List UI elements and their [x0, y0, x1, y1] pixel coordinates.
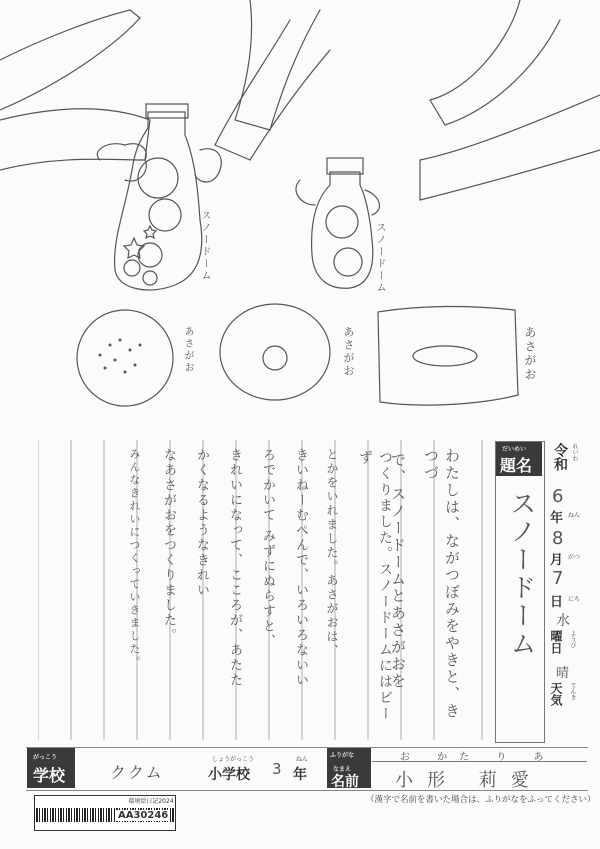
- essay-line-2: で、スノードームとあさがおを: [389, 452, 407, 690]
- date-year-ruby: ねん: [568, 512, 581, 519]
- date-month-ruby: がつ: [568, 554, 581, 561]
- date-weather-ruby: てんき: [569, 682, 576, 700]
- grade-unit: 年: [293, 767, 307, 783]
- essay-line-5: きいねーむぺんで、いろいろないい: [293, 448, 308, 688]
- date-weekday: 水: [556, 613, 572, 629]
- date-month-unit: 月: [550, 553, 564, 568]
- essay-line-3: つくりました。スノードームにはビーず: [357, 450, 393, 722]
- title-label-ruby: だいめい: [502, 446, 527, 453]
- date-day: 7: [552, 568, 566, 589]
- school-label-ruby: がっこう: [33, 754, 58, 761]
- date-year: 6: [552, 486, 566, 507]
- orange-slice-2: [149, 199, 181, 231]
- diary-brand: 環境絵日記2024: [128, 798, 174, 805]
- essay-line-7: きれいになって、こころが、あたた: [227, 448, 242, 688]
- furigana-note: （漢字で名前を書いた場合は、ふりがなをふってください）: [366, 795, 596, 805]
- hand-left: [97, 144, 146, 181]
- grade-ruby: ねん: [296, 756, 309, 763]
- arm-right: [430, 0, 560, 125]
- orange-slice-3: [138, 243, 162, 267]
- grade: 3: [272, 760, 284, 778]
- essay-line-4: とかをいれました。あさがおは、: [325, 448, 339, 658]
- date-column: [548, 440, 588, 740]
- essay-line-1: わたしは、ながつぼみをやきと、きつづ: [422, 448, 461, 720]
- title-text: スノードーム: [506, 490, 536, 658]
- orange-slice-1: [138, 158, 178, 198]
- school-type: 小学校: [208, 767, 250, 783]
- name-label-box: [327, 748, 371, 788]
- essay-line-8: かくなるようなきれい: [194, 448, 209, 598]
- morning-glory-cloth: [378, 306, 518, 405]
- name-label-ruby: なまえ: [333, 766, 352, 773]
- school-label: 学校: [33, 766, 66, 785]
- label-circle-1: あさがお: [182, 326, 193, 374]
- star-2: [144, 226, 156, 238]
- name-label: 名前: [331, 774, 359, 790]
- date-day-unit: 日: [550, 595, 564, 610]
- essay-line-10: みんなきれいにつくっていきました。: [128, 448, 141, 669]
- code-number: AA30246: [118, 810, 169, 821]
- arm-top-center: [235, 0, 320, 130]
- date-weekday-unit: 曜日: [549, 630, 563, 654]
- arm-center-sleeve: [215, 20, 330, 160]
- morning-glory-circle-1: [77, 310, 173, 406]
- date-weather-unit: 天気: [549, 682, 563, 706]
- label-circle-2: あさがお: [342, 326, 355, 378]
- essay-line-6: ろでかいて みずにぬらすと、: [260, 448, 275, 650]
- date-weekday-ruby: ようび: [569, 630, 576, 648]
- orange-slice-5: [334, 248, 362, 276]
- date-weather: 晴: [556, 666, 572, 681]
- essay-line-9: なあさがおをつくりました。: [161, 448, 176, 643]
- furigana-label: ふりがな: [330, 752, 355, 759]
- school-name: ククム: [110, 763, 164, 782]
- orange-slice-4: [326, 206, 358, 238]
- student-name: 小形 莉愛: [395, 770, 543, 791]
- label-bottle-left: スノードーム: [199, 210, 210, 282]
- label-bottle-right: スノードーム: [374, 222, 385, 294]
- bottle-left-cap: [146, 104, 188, 118]
- morning-glory-circle-2: [220, 304, 330, 400]
- label-rect: あさがお: [523, 326, 537, 382]
- school-label-box: [27, 748, 75, 788]
- bottle-right: [312, 172, 373, 288]
- date-era-ruby: れいわ: [571, 443, 578, 461]
- hand-right-small: [195, 149, 221, 182]
- title-label-box: [496, 442, 542, 476]
- arm-right-lower: [420, 95, 600, 200]
- arm-upper-left-sleeve: [0, 109, 150, 170]
- arm-top-left: [0, 10, 140, 110]
- school-type-ruby: しょうがっこう: [212, 756, 255, 763]
- title-label: 題名: [500, 456, 533, 475]
- date-year-unit: 年: [550, 511, 564, 526]
- date-era: 令和: [552, 443, 568, 471]
- date-day-ruby: にち: [568, 596, 581, 603]
- date-month: 8: [552, 528, 566, 549]
- name-furigana: お かた り あ: [400, 752, 556, 763]
